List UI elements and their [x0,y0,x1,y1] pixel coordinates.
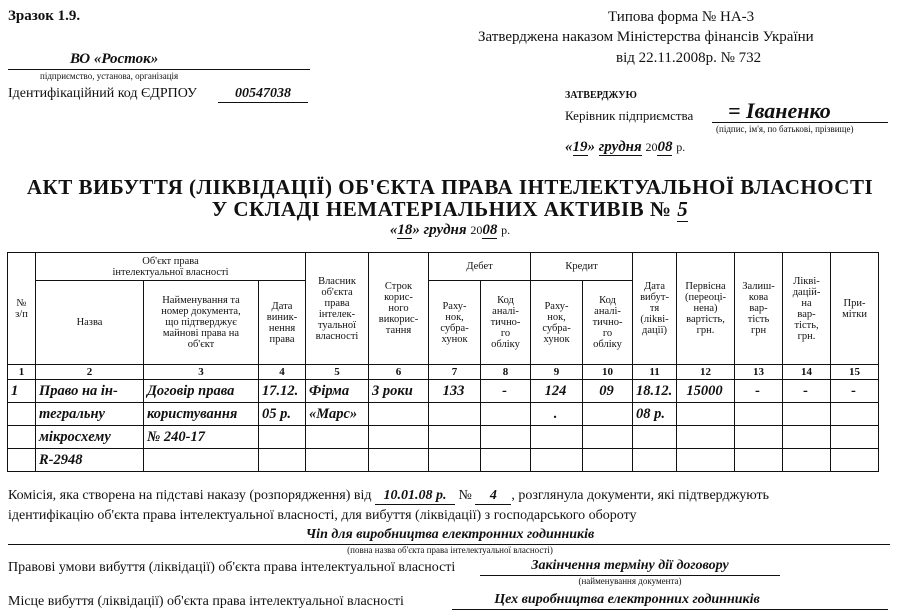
object-full-name: Чіп для виробництва електронних годинників [305,527,595,542]
col-number: 5 [306,365,369,380]
head-caption: (підпис, ім'я, по батькові, прізвище) [716,124,854,134]
th-credit-account: Раху- нок, субра- хунок [531,281,583,365]
table-cell [633,426,677,449]
table-cell: R-2948 [36,449,144,472]
table-cell: 05 р. [259,403,306,426]
table-cell: 09 [583,380,633,403]
place-underline [452,609,888,610]
table-cell [831,426,879,449]
approval-year: 08 [657,139,673,155]
th-name: Назва [36,281,144,365]
approval-date: від 22.11.2008р. № 732 [616,50,762,66]
table-cell [259,426,306,449]
form-name: Типова форма № НА-3 [608,9,755,25]
object-caption: (повна назва об'єкта права інтелектуальної власності) [347,545,553,555]
table-cell [481,426,531,449]
col-number: 3 [144,365,259,380]
table-cell: мікросхему [36,426,144,449]
col-number: 10 [583,365,633,380]
table-cell [429,449,481,472]
edrpou-label: Ідентифікаційний код ЄДРПОУ [8,86,197,101]
org-underline [8,69,310,70]
table-cell [677,403,735,426]
table-cell [8,449,36,472]
table-cell [369,403,429,426]
legal-caption: (найменування документа) [578,576,682,586]
table-cell: 18.12. [633,380,677,403]
th-debit-analytic: Код аналі- тично- го обліку [481,281,531,365]
table-cell [783,426,831,449]
table-cell [783,403,831,426]
commission-line2: ідентифікацію об'єкта права інтелектуальної власності, для вибуття (ліквідації) з господарського обороту [8,508,637,523]
table-cell: 3 роки [369,380,429,403]
table-cell [735,426,783,449]
table-cell: 17.12. [259,380,306,403]
col-number: 15 [831,365,879,380]
table-cell: 08 р. [633,403,677,426]
order-number: 4 [475,488,511,505]
col-number: 2 [36,365,144,380]
table-cell: - [783,380,831,403]
table-cell: 124 [531,380,583,403]
doc-date: «18» грудня 2008 р. [389,222,511,238]
table-cell [633,449,677,472]
table-cell: . [531,403,583,426]
col-number: 1 [8,365,36,380]
signature-underline [712,122,888,123]
table-cell [369,449,429,472]
commission-line1: Комісія, яка створена на підставі наказу (розпорядження) від 10.01.08 р. № 4 , розглянула документи, які підтверджують [8,488,770,503]
col-number: 12 [677,365,735,380]
col-number: 9 [531,365,583,380]
approve-label: ЗАТВЕРДЖУЮ [565,90,637,101]
th-credit: Кредит [531,253,633,281]
table-cell [429,403,481,426]
table-cell [531,426,583,449]
place-value: Цех виробництва електронних годинників [494,592,760,607]
table-cell [259,449,306,472]
col-number: 13 [735,365,783,380]
table-cell [429,426,481,449]
table-cell [8,426,36,449]
th-debit: Дебет [429,253,531,281]
th-residual: Залиш- кова вар- тість грн [735,253,783,365]
table-cell: - [831,380,879,403]
table-row [8,380,879,403]
table-cell: «Марс» [306,403,369,426]
table-cell: 133 [429,380,481,403]
table-cell: Договір права [144,380,259,403]
table-cell [481,449,531,472]
place-label: Місце вибуття (ліквідації) об'єкта права інтелектуальної власності [8,594,404,609]
approval-day: 19 [572,139,588,155]
col-number: 14 [783,365,831,380]
table-row [8,426,879,449]
table-cell [8,403,36,426]
table-cell [735,449,783,472]
org-name: ВО «Росток» [70,51,159,67]
table-cell [677,426,735,449]
table-cell [831,449,879,472]
th-disposal-date: Дата вибут- тя (ліkві- дації) [633,253,677,365]
col-number: 6 [369,365,429,380]
table-cell [306,449,369,472]
col-number: 7 [429,365,481,380]
th-initial-cost: Первісна (переоці- нена) вартість, грн. [677,253,735,365]
doc-title-line2: У СКЛАДІ НЕМАТЕРІАЛЬНИХ АКТИВІВ № 5 [211,197,689,221]
order-date: 10.01.08 р. [375,488,455,505]
table-cell: - [481,380,531,403]
sample-label: Зразок 1.9. [8,8,81,24]
table-cell [583,403,633,426]
table-cell [831,403,879,426]
table-cell: користування [144,403,259,426]
table-cell [583,449,633,472]
th-notes: При- мітки [831,253,879,365]
table-cell [735,403,783,426]
table-row [8,449,879,472]
table-cell [783,449,831,472]
table-cell: - [735,380,783,403]
th-liquidation: Ліквi- дацій- на вар- тість, грн. [783,253,831,365]
approval-line: Затверджена наказом Міністерства фінансів України [478,29,814,45]
th-credit-analytic: Код аналі- тично- го обліку [583,281,633,365]
th-object-group: Об'єкт права інтелектуальної власності [36,253,306,281]
head-label: Керівник підприємства [565,108,694,123]
legal-label: Правові умови вибуття (ліквідації) об'єкта права інтелектуальної власності [8,560,456,575]
col-number: 4 [259,365,306,380]
edrpou-value: 00547038 [218,86,308,103]
th-num: № з/п [8,253,36,365]
doc-title-line1: АКТ ВИБУТТЯ (ЛІКВІДАЦІЇ) ОБ'ЄКТА ПРАВА ІНТЕЛЕКТУАЛЬНОЇ ВЛАСНОСТІ [26,175,874,199]
table-row [8,403,879,426]
table-cell: № 240-17 [144,426,259,449]
column-numbers-row [8,365,879,380]
legal-value: Закінчення терміну дії договору [531,558,729,573]
table-cell [369,426,429,449]
approval-month: грудня [598,139,642,155]
table-cell [144,449,259,472]
table-cell [306,426,369,449]
assets-table [7,252,879,472]
th-term: Строк корис- ного викорис- тання [369,253,429,365]
table-cell [583,426,633,449]
table-cell [481,403,531,426]
approval-date-line: «19» грудня 2008 р. [565,139,686,155]
head-signature: = Іваненко [728,98,831,123]
table-cell [531,449,583,472]
doc-number: 5 [677,197,689,221]
col-number: 11 [633,365,677,380]
th-doc-date: Дата виник- нення права [259,281,306,365]
org-caption: підприємство, установа, організація [40,71,179,81]
table-cell: Фірма [306,380,369,403]
th-doc-name: Найменування та номер документа, що підтверджує майнові права на об'єкт [144,281,259,365]
th-debit-account: Раху- нок, субра- хунок [429,281,481,365]
table-cell: Право на ін- [36,380,144,403]
table-cell: 15000 [677,380,735,403]
col-number: 8 [481,365,531,380]
table-cell [677,449,735,472]
table-cell: тегральну [36,403,144,426]
th-owner: Власник об'єкта права інтелек- туальної власності [306,253,369,365]
table-cell: 1 [8,380,36,403]
